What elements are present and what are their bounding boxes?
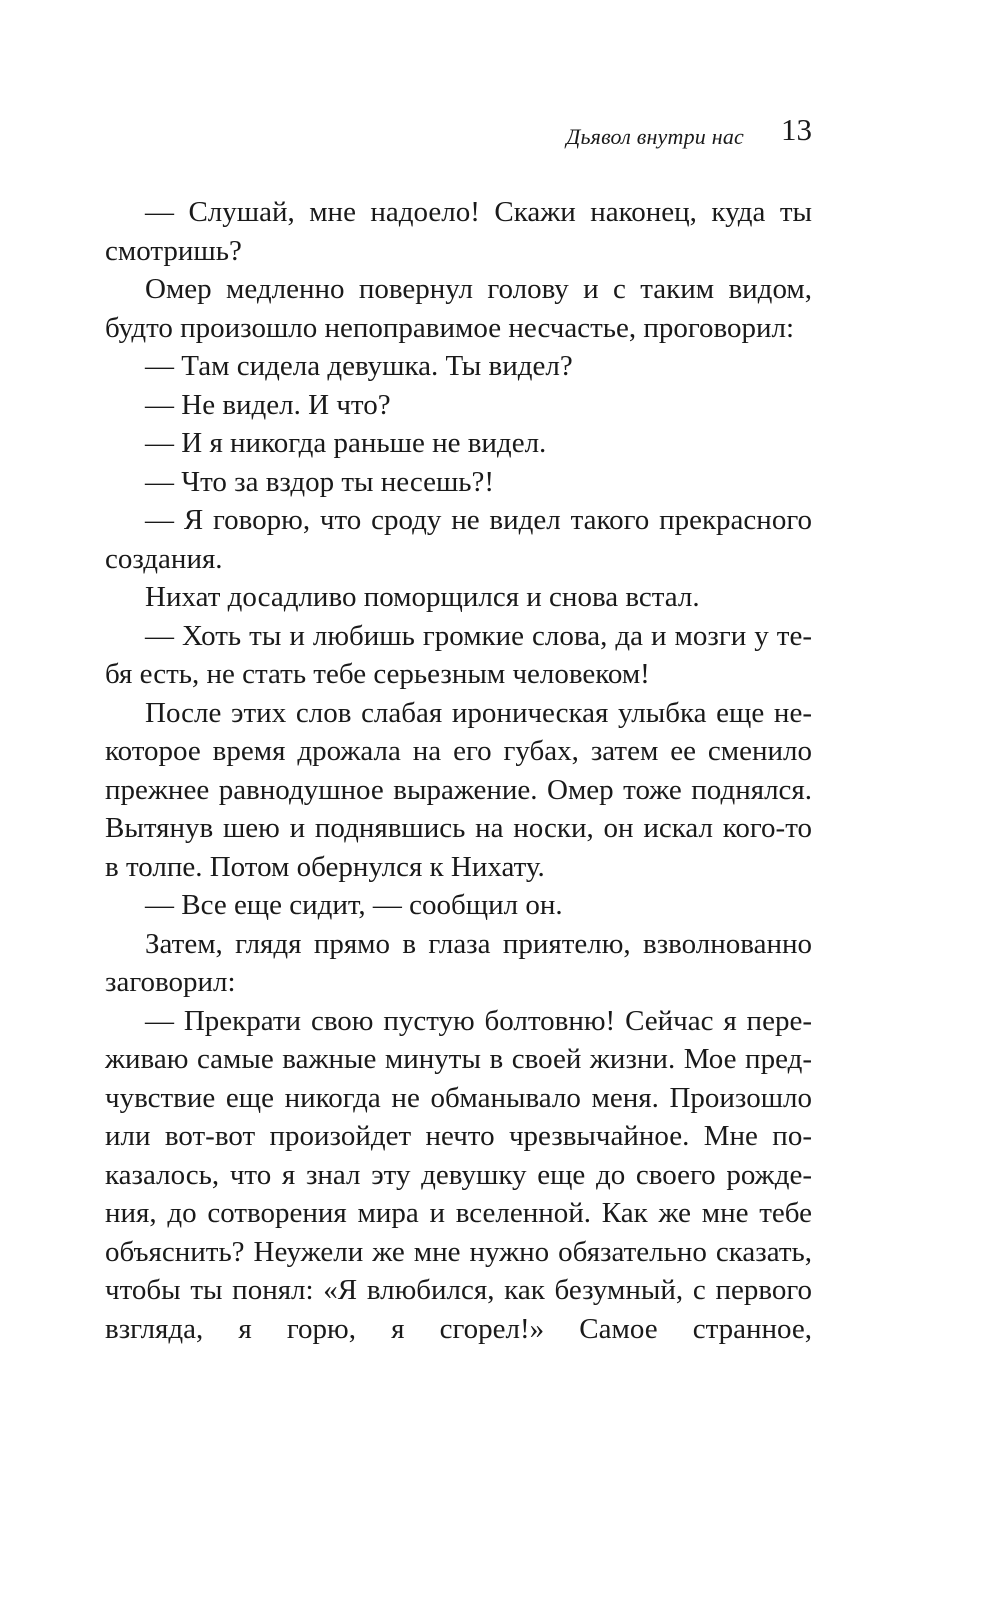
running-title: Дьявол внутри нас [566, 124, 744, 149]
paragraph: — Там сидела девушка. Ты видел? [145, 350, 573, 382]
paragraph: — Слушай, мне надоело! Скажи наконец, куда ты смотришь? [105, 196, 812, 267]
paragraph: — Прекрати свою пустую болтовню! Сейчас я переживаю самые важные минуты в своей жизни. Мое предчувствие еще никогда не обманывало меня. Произошло или вот-вот произойдет нечто чрезвычайное. Мне показалось, что я знал эту девушку еще до своего рождения, до сотворения мира и вселенной. Как же мне тебе объяснить? Неужели же мне нужно обязательно сказать, чтобы ты понял: «Я влюбился, как безумный, с первого взгляда, я горю, я сгорел!» Самое странное, [105, 1004, 812, 1345]
body-text [105, 193, 812, 1348]
paragraph: — Все еще сидит, — сообщил он. [145, 889, 563, 921]
paragraph: — Хоть ты и любишь громкие слова, да и мозги у тебя есть, не стать тебе серьезным человеком! [105, 619, 812, 690]
paragraph: Омер медленно повернул голову и с таким видом, будто произошло непоправимое несчастье, проговорил: [105, 273, 812, 344]
paragraph: Затем, глядя прямо в глаза приятелю, взволнованно заговорил: [105, 927, 812, 998]
paragraph: Нихат досадливо поморщился и снова встал. [145, 581, 700, 613]
paragraph: — Что за вздор ты несешь?! [145, 465, 495, 498]
paragraph: — Я говорю, что сроду не видел такого прекрасного создания. [105, 504, 812, 575]
page-number: 13 [781, 112, 812, 147]
paragraph: — И я никогда раньше не видел. [145, 427, 547, 459]
paragraph: — Не видел. И что? [145, 388, 391, 421]
running-head [105, 112, 812, 156]
paragraph: После этих слов слабая ироническая улыбка еще некоторое время дрожала на его губах, затем ее сменило прежнее равнодушное выражение. Омер тоже поднялся. Вытянув шею и поднявшись на носки, он искал кого-то в толпе. Потом обернулся к Нихату. [105, 696, 812, 883]
